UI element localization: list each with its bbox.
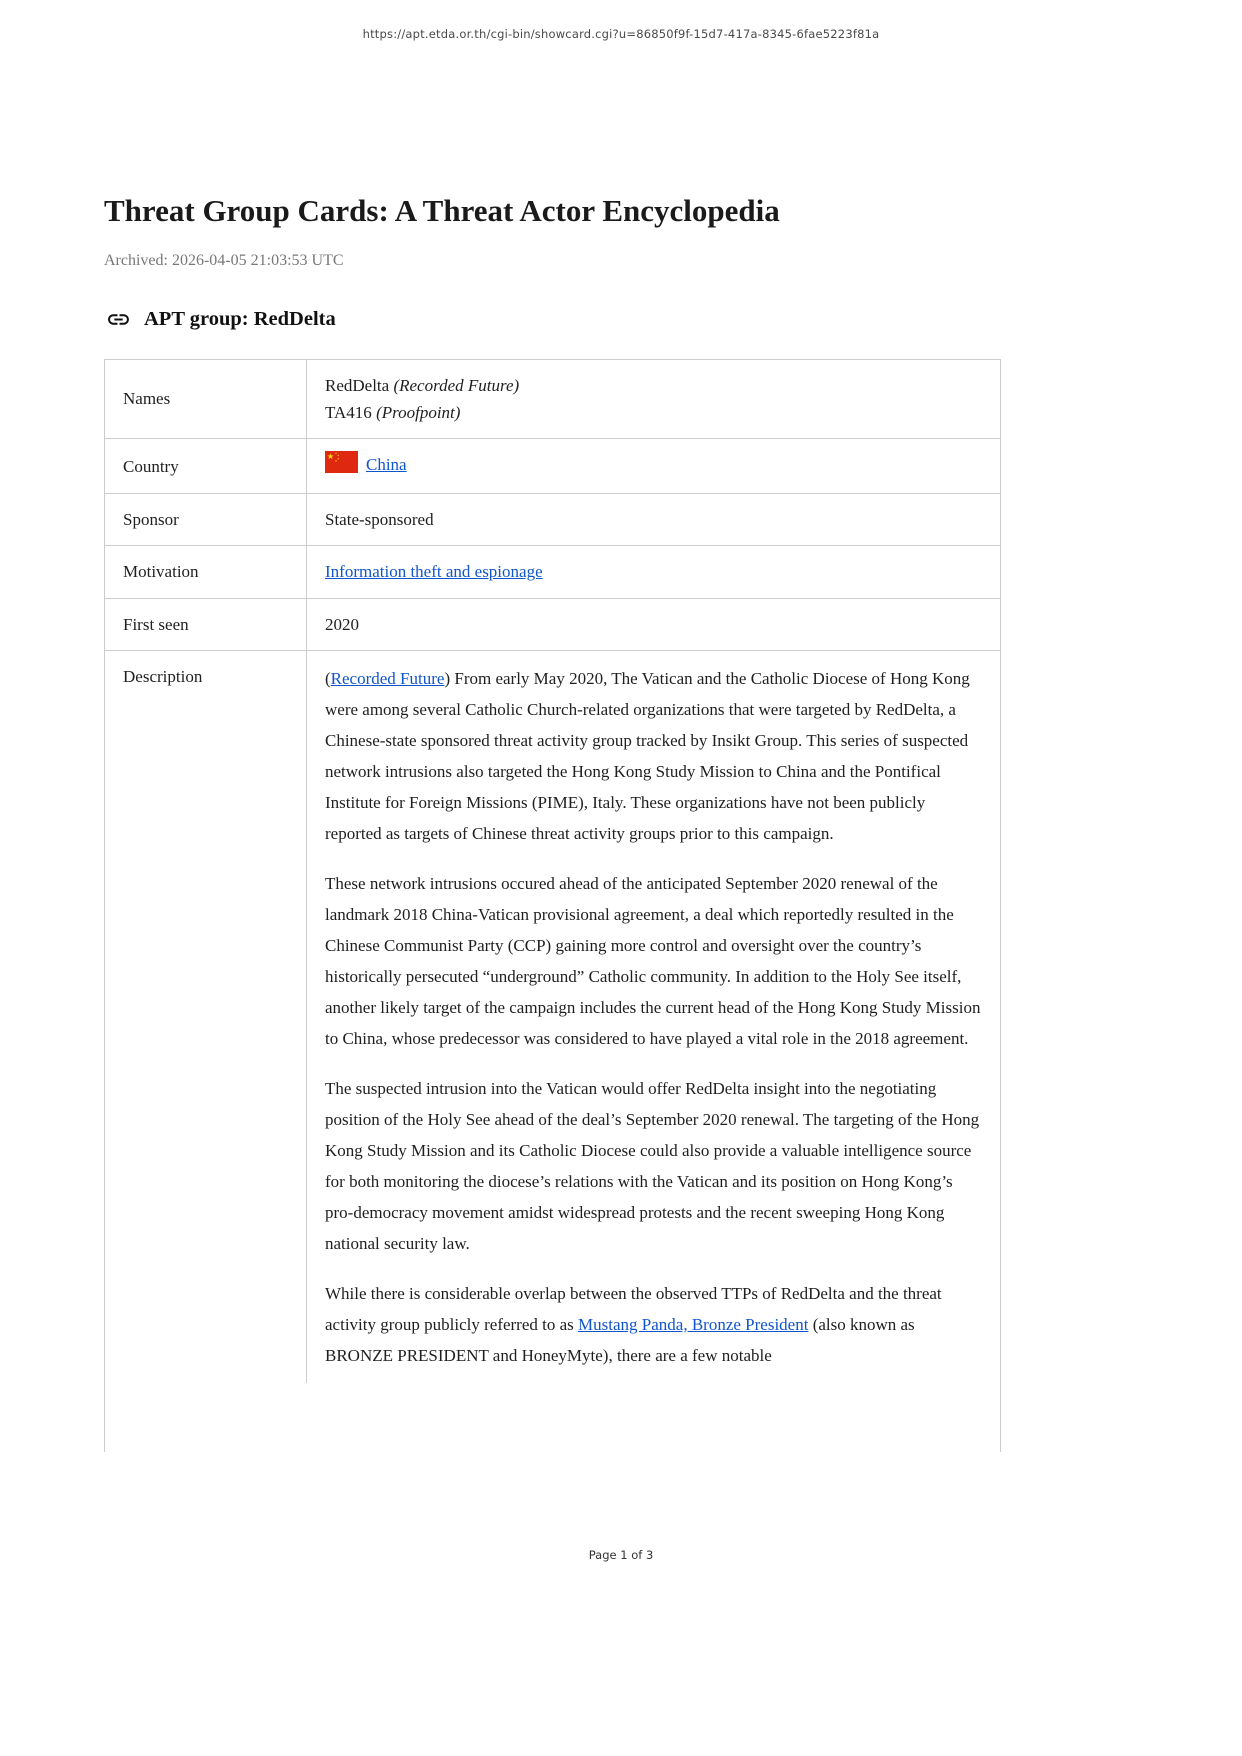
row-label-first-seen: First seen bbox=[123, 614, 189, 634]
name-line bbox=[325, 399, 984, 426]
group-name-source: (Proofpoint) bbox=[376, 402, 461, 422]
archived-timestamp: Archived: 2026-04-05 21:03:53 UTC bbox=[104, 251, 344, 269]
description-value bbox=[306, 651, 1000, 1383]
row-label-names: Names bbox=[123, 389, 171, 409]
table-row-names bbox=[105, 360, 1000, 439]
description-paragraph: The suspected intrusion into the Vatican would offer RedDelta insight into the negotiating position of the Holy See ahead of the deal’s September 2020 renewal. The targeting of the Hong Kong Study Mission and its Catholic Diocese could also provide a valuable intelligence source for both monitoring the diocese’s relations with the Vatican and its position on Hong Kong’s pro-democracy movement amidst widespread protests and the recent sweeping Hong Kong national security law. bbox=[325, 1078, 980, 1253]
country-link-label: China bbox=[366, 455, 407, 475]
row-label-description: Description bbox=[123, 666, 203, 686]
mustang-panda-link[interactable]: Mustang Panda, Bronze President bbox=[578, 1314, 809, 1334]
row-label-country: Country bbox=[123, 456, 179, 476]
table-row-country bbox=[105, 439, 1000, 494]
country-link[interactable] bbox=[325, 451, 407, 481]
description-paragraph: These network intrusions occured ahead of the anticipated September 2020 renewal of the landmark 2018 China-Vatican provisional agreement, a deal which reportedly resulted in the Chinese Communist Party (CCP) gaining more control and oversight over the country’s historically persecuted “underground” Catholic community. In addition to the Holy See itself, another likely target of the campaign includes the current head of the Hong Kong Study Mission to China, whose predecessor was considered to have played a vital role in the 2018 agreement. bbox=[325, 873, 981, 1048]
page-title: Threat Group Cards: A Threat Actor Encyclopedia bbox=[104, 193, 780, 228]
permalink-icon[interactable] bbox=[104, 307, 133, 332]
document-content bbox=[104, 0, 1001, 1452]
row-label-sponsor: Sponsor bbox=[123, 510, 179, 530]
description-text: ( bbox=[325, 668, 331, 688]
threat-group-card-table bbox=[104, 359, 1001, 1452]
page-url: https://apt.etda.or.th/cgi-bin/showcard.cgi?u=86850f9f-15d7-417a-8345-6fae5223f81a bbox=[362, 27, 880, 41]
description-text: (also known as BRONZE PRESIDENT and HoneyMyte), there are a few notable bbox=[325, 1314, 915, 1365]
group-name: RedDelta bbox=[325, 375, 390, 395]
group-name-source: (Recorded Future) bbox=[393, 375, 520, 395]
apt-group-heading: APT group: RedDelta bbox=[144, 307, 336, 330]
table-row-description bbox=[105, 651, 1000, 1452]
description-paragraph bbox=[325, 663, 984, 849]
table-row-motivation bbox=[105, 546, 1000, 598]
table-row-first-seen bbox=[105, 599, 1000, 651]
name-line bbox=[325, 372, 984, 399]
description-paragraph bbox=[325, 1278, 984, 1371]
row-label-motivation: Motivation bbox=[123, 562, 199, 582]
motivation-link[interactable]: Information theft and espionage bbox=[325, 562, 543, 582]
recorded-future-link[interactable]: Recorded Future bbox=[330, 668, 445, 688]
motivation-value bbox=[306, 546, 1000, 597]
names-value bbox=[306, 360, 1000, 438]
apt-group-heading-row bbox=[104, 307, 1001, 332]
page-number: Page 1 of 3 bbox=[588, 1548, 654, 1562]
table-row-sponsor bbox=[105, 494, 1000, 546]
country-value bbox=[306, 439, 1000, 493]
first-seen-value: 2020 bbox=[306, 599, 1000, 650]
china-flag-icon bbox=[325, 451, 358, 481]
sponsor-value: State-sponsored bbox=[306, 494, 1000, 545]
description-text: While there is considerable overlap between the observed TTPs of RedDelta and the threat activity group publicly referred to as bbox=[325, 1283, 942, 1334]
group-name: TA416 bbox=[325, 402, 372, 422]
description-text: ) From early May 2020, The Vatican and the Catholic Diocese of Hong Kong were among several Catholic Church-related organizations that were targeted by RedDelta, a Chinese-state sponsored threat activity group tracked by Insikt Group. This series of suspected network intrusions also targeted the Hong Kong Study Mission to China and the Pontifical Institute for Foreign Missions (PIME), Italy. These organizations have not been publicly reported as targets of Chinese threat activity groups prior to this campaign. bbox=[325, 668, 970, 843]
